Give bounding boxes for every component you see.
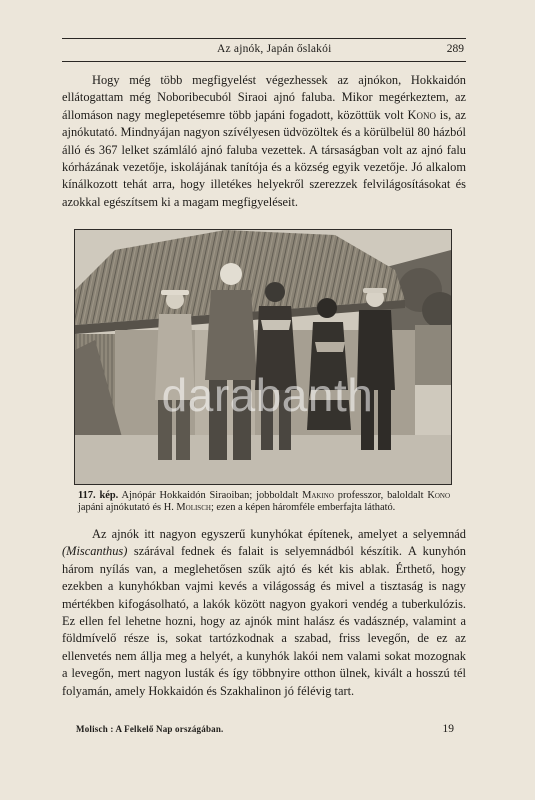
paragraph-intro: Hogy még több megfigyelést végezhessek az ajnókon, Hokkaidón ellátogattam még Noboribecuból Siraoi ajnó faluba. Mikor megérkeztem, az állomáson nagy meglepetésemre több japáni fogadott, közöttük volt Kono is, az ajnókutató. Mindnyájan nagyon szívélyesen üdvözöltek és a körülbelül 80 házból álló és 367 lelket számláló ajnó faluba vezettek. A társaságban volt az ajnó falu kórházának vezetője, iskolájának tanítója és a község egyik vezetője. Jó alkalom kínálkozott tehát arra, hogy illetékes helyekről szerezzek felvilágosításokat és azokkal egészítsem ki a magam megfigyeléseit.	[62, 73, 466, 209]
latin-term: (Miscanthus)	[62, 544, 128, 559]
footer-book-title: Molisch : A Felkelő Nap országában.	[76, 724, 224, 734]
figure-caption: 117. kép. Ajnópár Hokkaidón Siraoiban; jobboldalt Makino professzor, baloldalt Kono japáni ajnókutató és H. Molisch; ezen a képen háromféle emberfajta látható.	[78, 490, 451, 514]
paragraph-huts: Az ajnók itt nagyon egyszerű kunyhókat építenek, amelyet a selyemnád (Miscanthus) szárával fednek és falait is selyemnádból készítik. A kunyhón három nyílás van, a meglehetősen szűk ajtó és két kis ablak. Érthető, hogy ezekben a kunyhókban vajmi kevés a világosság és mivel a tisztaság is nagy mértékben kifogásolható, a lakók között nagyon gyakori vendég a tuberkulózis. Ez ellen fel lehetne hozni, hogy az ajnók mint halász és vadásznép, valamint a földmívelő része is, sokat tartózkodnak a szabad, friss levegőn, de ez az ellenvetés nem állja meg a helyét, a kunyhók lakói nem valami sokat mozognak a levegőn, mert nagyon lusták és így többnyire otthon ülnek, kivált a hosszú tél folyamán, amely Hokkaidón és Szakhalinon jó félévig tart.	[62, 527, 466, 698]
watermark: darabanth	[161, 369, 374, 421]
figure-photo	[74, 229, 452, 485]
signature-mark: 19	[442, 723, 454, 735]
running-title: Az ajnók, Japán őslakói	[217, 43, 332, 55]
running-header	[62, 38, 466, 62]
page-number: 289	[446, 43, 464, 55]
page-footer	[62, 723, 466, 739]
name-kono: Kono	[407, 107, 436, 122]
figure-number: 117. kép.	[78, 490, 119, 501]
